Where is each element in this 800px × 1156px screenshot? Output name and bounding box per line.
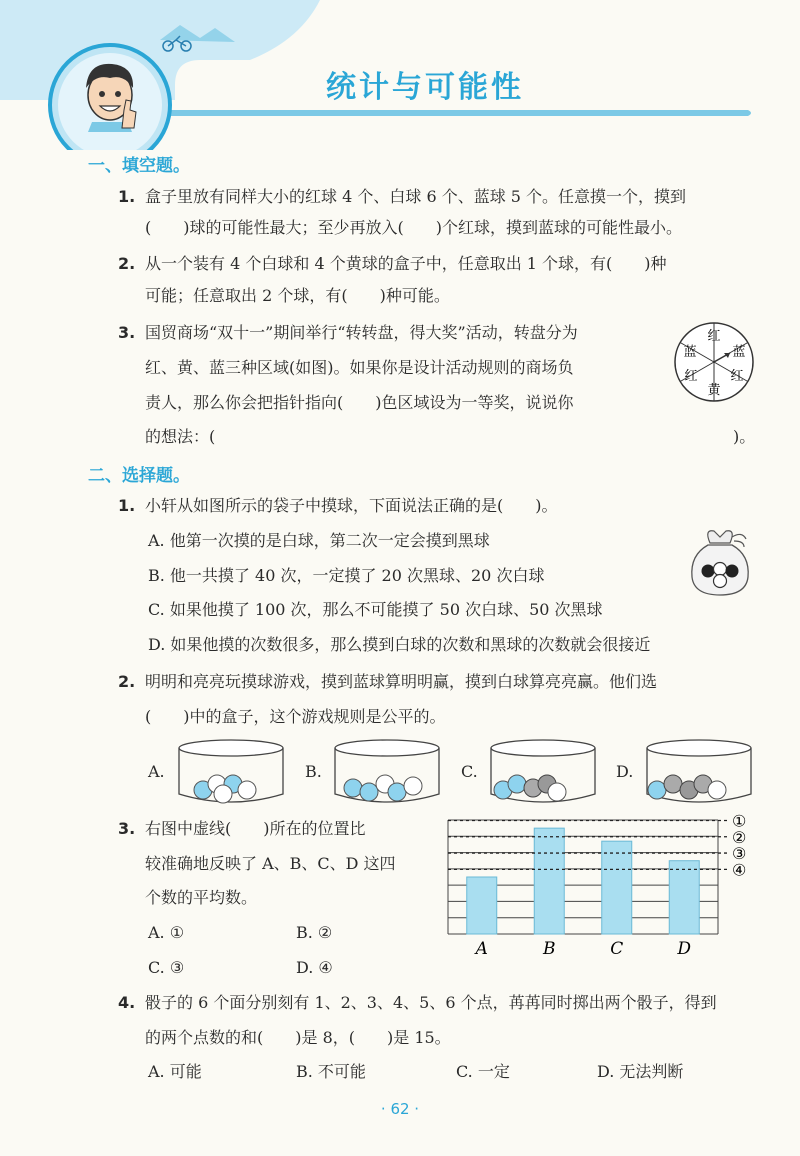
option-b: B. 他一共摸了 40 次，一定摸了 20 次黑球、20 次白球 [148,566,545,585]
category-label: C [610,939,624,959]
option-a: A. ① [148,923,185,942]
box-option-label-a: A. [148,762,165,781]
question-text: 从一个装有 4 个白球和 4 个黄球的盒子中，任意取出 1 个球，有( )种 [145,254,667,273]
category-label: D [677,939,692,959]
question-text: 小轩从如图所示的袋子中摸球，下面说法正确的是( )。 [145,496,558,515]
question-text: 较准确地反映了 A、B、C、D 这四 [145,854,396,873]
dashed-line-label: ③ [732,844,747,864]
dashed-line-label: ④ [732,860,747,880]
option-a: A. 可能 [148,1062,202,1081]
question-text: 红、黄、蓝三种区域(如图)。如果你是设计活动规则的商场负 [145,358,574,377]
question-number: 1. [118,187,136,206]
option-b: B. ② [296,923,333,942]
question-text: 国贸商场“双十一”期间举行“转转盘，得大奖”活动，转盘分为 [145,323,578,342]
question-text: 右图中虚线( )所在的位置比 [145,819,366,838]
spinner-wheel [672,320,756,404]
bar-d [669,861,699,934]
question-text: ( )球的可能性最大；至少再放入( )个红球，摸到蓝球的可能性最小。 [145,218,682,237]
section-heading-choice: 二、选择题。 [88,466,190,486]
question-number: 3. [118,323,136,342]
question-text: 责人，那么你会把指针指向( )色区域设为一等奖，说说你 [145,393,574,412]
ball-box-d [643,738,755,806]
box-option-label-c: C. [461,762,478,781]
bar-b [534,828,564,934]
wheel-label: 红 [707,329,721,344]
question-number: 3. [118,819,136,838]
dashed-line-label: ② [732,827,747,847]
question-text: 的想法：( [145,427,216,446]
bar-a [467,877,497,934]
ball-box-b [331,738,443,806]
section-heading-fill-in: 一、填空题。 [88,156,190,176]
category-label: B [543,939,556,959]
chart-reference-lines [448,814,746,879]
box-option-label-b: B. [305,762,322,781]
option-c: C. 一定 [456,1062,510,1081]
question-text: 骰子的 6 个面分别刻有 1、2、3、4、5、6 个点，苒苒同时掷出两个骰子，得到 [145,993,717,1012]
page-title: 统计与可能性 [326,70,524,105]
chart-category-labels [474,939,692,959]
wheel-label: 黄 [707,383,721,398]
page-number: · 62 · [380,1100,420,1118]
question-text-end: )。 [733,427,756,446]
option-d: D. 无法判断 [597,1062,684,1081]
category-label: A [475,939,488,959]
option-b: B. 不可能 [296,1062,366,1081]
question-number: 1. [118,496,136,515]
ball-box-c [487,738,599,806]
dashed-line-label: ① [732,814,747,831]
wheel-label: 红 [684,369,698,384]
question-number: 2. [118,254,136,273]
question-text: ( )中的盒子，这个游戏规则是公平的。 [145,707,446,726]
question-text: 盒子里放有同样大小的红球 4 个、白球 6 个、蓝球 5 个。任意摸一个，摸到 [145,187,687,206]
ball-bag-image [688,525,752,597]
question-text: 明明和亮亮玩摸球游戏，摸到蓝球算明明赢，摸到白球算亮亮赢。他们选 [145,672,658,691]
option-a: A. 他第一次摸的是白球，第二次一定会摸到黑球 [148,531,490,550]
wheel-label: 红 [730,369,744,384]
question-number: 2. [118,672,136,691]
question-text: 可能；任意取出 2 个球，有( )种可能。 [145,286,450,305]
option-d: D. 如果他摸的次数很多，那么摸到白球的次数和黑球的次数就会很接近 [148,635,651,654]
question-number: 4. [118,993,136,1012]
option-c: C. 如果他摸了 100 次，那么不可能摸了 50 次白球、50 次黑球 [148,600,603,619]
question-text: 个数的平均数。 [145,888,258,907]
wheel-label: 蓝 [732,345,746,360]
question-text: 的两个点数的和( )是 8，( )是 15。 [145,1028,451,1047]
bar-chart [444,814,774,964]
bar-c [602,841,632,934]
wheel-label: 蓝 [683,345,697,360]
option-d: D. ④ [296,958,333,977]
ball-box-a [175,738,287,806]
box-option-label-d: D. [616,762,634,781]
option-c: C. ③ [148,958,185,977]
